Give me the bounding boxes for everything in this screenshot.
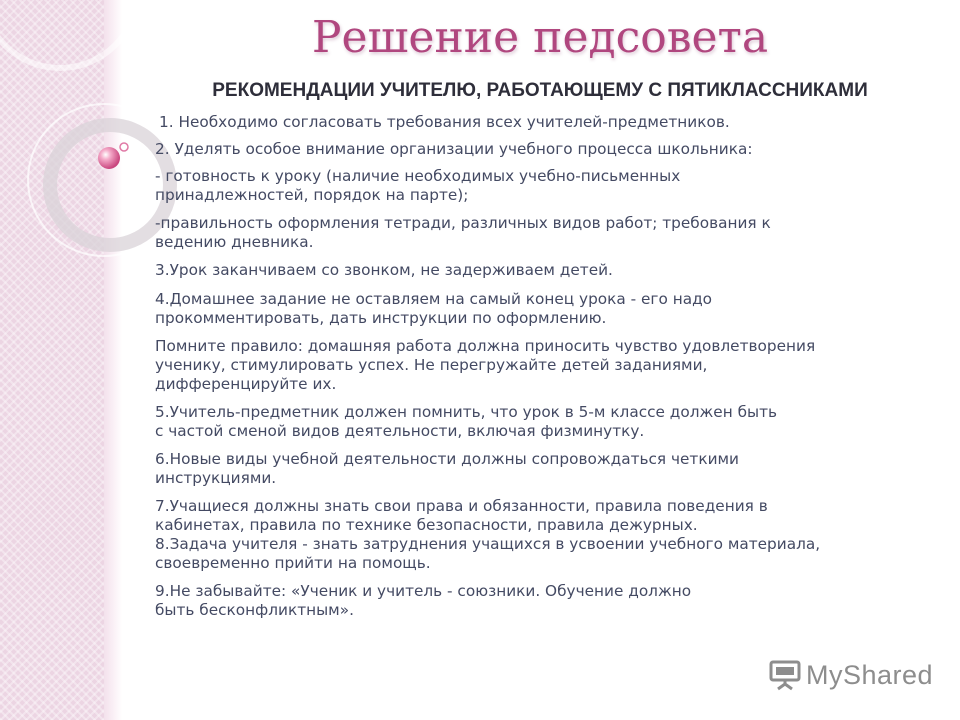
text-line: 5.Учитель-предметник должен помнить, что урок в 5-м классе должен быть (155, 403, 778, 421)
text-line: 6.Новые виды учебной деятельности должны сопровождаться четкими (155, 450, 739, 468)
text-line: 7.Учащиеся должны знать свои права и обязанности, правила поведения в (155, 497, 768, 515)
thick-ring (50, 125, 170, 245)
large-ring-top (0, 0, 138, 68)
text-line: 8.Задача учителя - знать затруднения учащихся в усвоении учебного материала, (155, 535, 821, 553)
text-line: своевременно прийти на помощь. (155, 554, 431, 572)
text-line: 3.Урок заканчиваем со звонком, не задерживаем детей. (155, 261, 613, 279)
watermark-logo[interactable] (768, 657, 933, 693)
text-line: ученику, стимулировать успех. Не перегружайте детей заданиями, (155, 356, 708, 374)
text-line: -правильность оформления тетради, различных видов работ; требования к (155, 214, 771, 232)
text-line: - готовность к уроку (наличие необходимых учебно-письменных (155, 167, 681, 185)
text-line: быть бесконфликтным». (155, 601, 354, 619)
slide-subtitle: РЕКОМЕНДАЦИИ УЧИТЕЛЮ, РАБОТАЮЩЕМУ С ПЯТИКЛАССНИКАМИ (212, 80, 868, 101)
text-line: Помните правило: домашняя работа должна приносить чувство удовлетворения (155, 337, 816, 355)
text-line: инструкциями. (155, 469, 277, 487)
text-line: 4.Домашнее задание не оставляем на самый конец урока - его надо (155, 290, 712, 308)
slide-title: Решение педсовета (311, 12, 769, 63)
text-line: принадлежностей, порядок на парте); (155, 186, 469, 204)
text-line: 1. Необходимо согласовать требования всех учителей-предметников. (159, 113, 730, 131)
text-line: 9.Не забывайте: «Ученик и учитель - союзники. Обучение должно (155, 582, 692, 600)
pink-bead (98, 147, 120, 169)
text-line: прокомментировать, дать инструкции по оформлению. (155, 309, 607, 327)
watermark-brand: MyShared (806, 659, 934, 690)
small-ring-dot (120, 143, 128, 151)
recommendations-body (155, 113, 915, 620)
text-line: 2. Уделять особое внимание организации учебного процесса школьника: (155, 140, 753, 158)
text-line: с частой сменой видов деятельности, включая физминутку. (155, 422, 645, 440)
text-line: ведению дневника. (155, 233, 314, 251)
text-line: кабинетах, правила по технике безопасности, правила дежурных. (155, 516, 698, 534)
text-line: дифференцируйте их. (155, 375, 337, 393)
presentation-board-icon (768, 658, 802, 692)
